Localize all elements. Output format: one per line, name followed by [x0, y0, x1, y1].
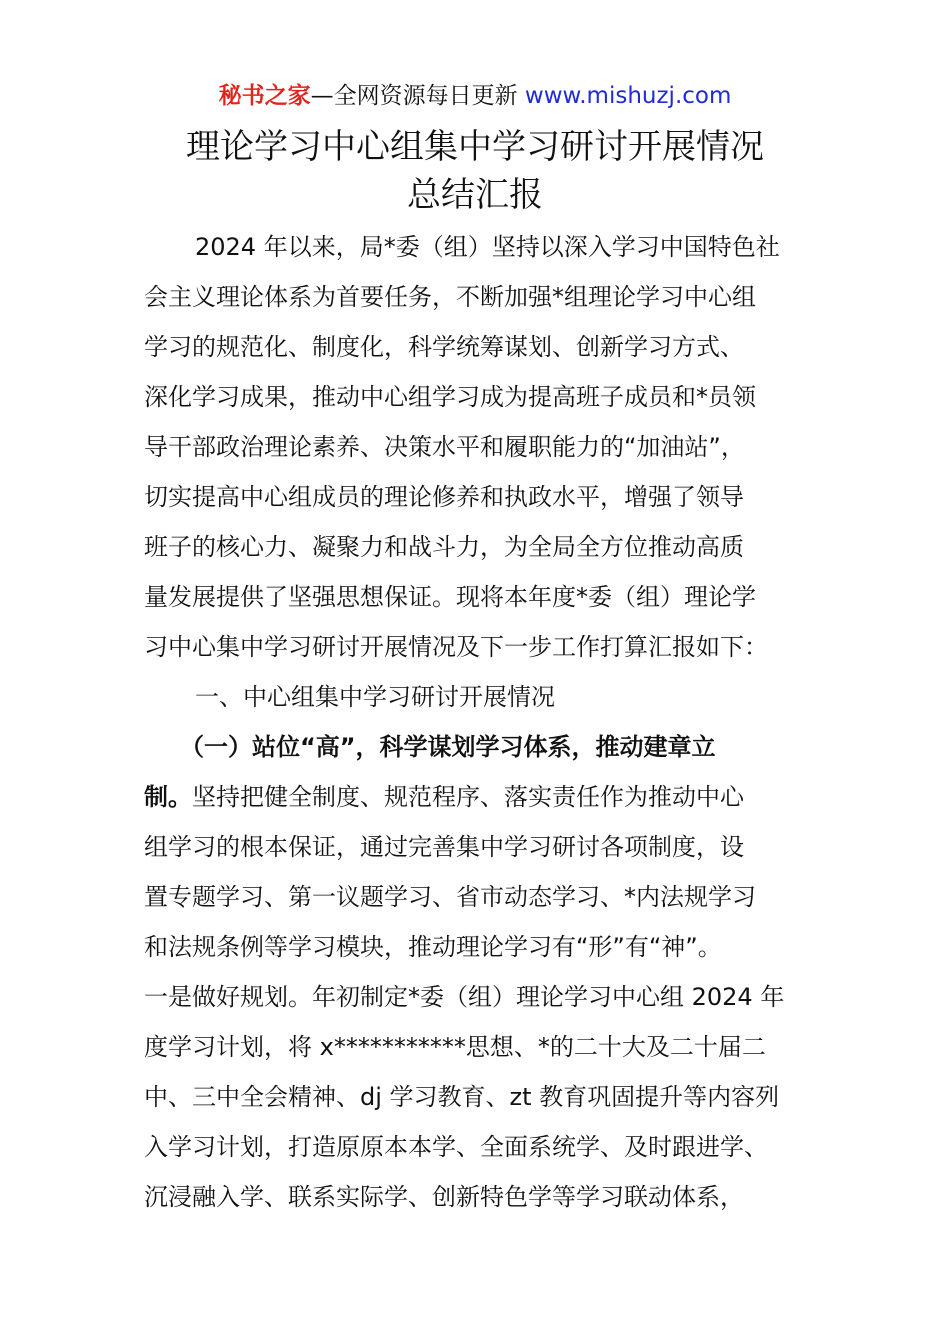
- section-heading: 一、中心组集中学习研讨开展情况: [195, 683, 555, 711]
- body-paragraph-line: 习中心集中学习研讨开展情况及下一步工作打算汇报如下：: [144, 633, 768, 661]
- banner-brand: 秘书之家: [218, 83, 311, 109]
- body-paragraph-line: 会主义理论体系为首要任务，不断加强*组理论学习中心组: [144, 283, 756, 311]
- site-banner: [0, 80, 950, 112]
- body-paragraph-line: 入学习计划，打造原原本本学、全面系统学、及时跟进学、: [144, 1133, 768, 1161]
- body-paragraph-line: 和法规条例等学习模块，推动理论学习有“形”有“神”。: [144, 933, 722, 961]
- body-paragraph-text: 坚持把健全制度、规范程序、落实责任作为推动中心: [192, 783, 744, 811]
- document-title-line-2: 总结汇报: [407, 175, 543, 215]
- body-paragraph-line: 一是做好规划。年初制定*委（组）理论学习中心组 2024 年: [144, 983, 785, 1011]
- subsection-heading-tail: 制。: [144, 783, 192, 811]
- subsection-heading: （一）站位“高”，科学谋划学习体系，推动建章立: [180, 733, 716, 761]
- body-paragraph-line: 置专题学习、第一议题学习、省市动态学习、*内法规学习: [144, 883, 756, 911]
- body-paragraph-line: 组学习的根本保证，通过完善集中学习研讨各项制度，设: [144, 833, 744, 861]
- subsection-heading-tail-line: [144, 772, 744, 822]
- body-paragraph-line: 量发展提供了坚强思想保证。现将本年度*委（组）理论学: [144, 583, 756, 611]
- body-paragraph-line: 导干部政治理论素养、决策水平和履职能力的“加油站”，: [144, 433, 745, 461]
- body-paragraph-line: 沉浸融入学、联系实际学、创新特色学等学习联动体系，: [144, 1183, 744, 1211]
- banner-tagline: —全网资源每日更新: [310, 83, 525, 109]
- document-title-line-1: 理论学习中心组集中学习研讨开展情况: [186, 127, 764, 167]
- body-paragraph-line: 深化学习成果，推动中心组学习成为提高班子成员和*员领: [144, 383, 756, 411]
- body-paragraph-line: 学习的规范化、制度化，科学统筹谋划、创新学习方式、: [144, 333, 744, 361]
- body-paragraph-line: 切实提高中心组成员的理论修养和执政水平，增强了领导: [144, 483, 744, 511]
- banner-url-link[interactable]: www.mishuzj.com: [524, 83, 732, 109]
- body-paragraph-line: 2024 年以来，局*委（组）坚持以深入学习中国特色社: [195, 233, 780, 261]
- body-paragraph-line: 度学习计划，将 x***********思想、*的二十大及二十届二: [144, 1033, 766, 1061]
- body-paragraph-line: 班子的核心力、凝聚力和战斗力，为全局全方位推动高质: [144, 533, 744, 561]
- body-paragraph-line: 中、三中全会精神、dj 学习教育、zt 教育巩固提升等内容列: [144, 1083, 780, 1111]
